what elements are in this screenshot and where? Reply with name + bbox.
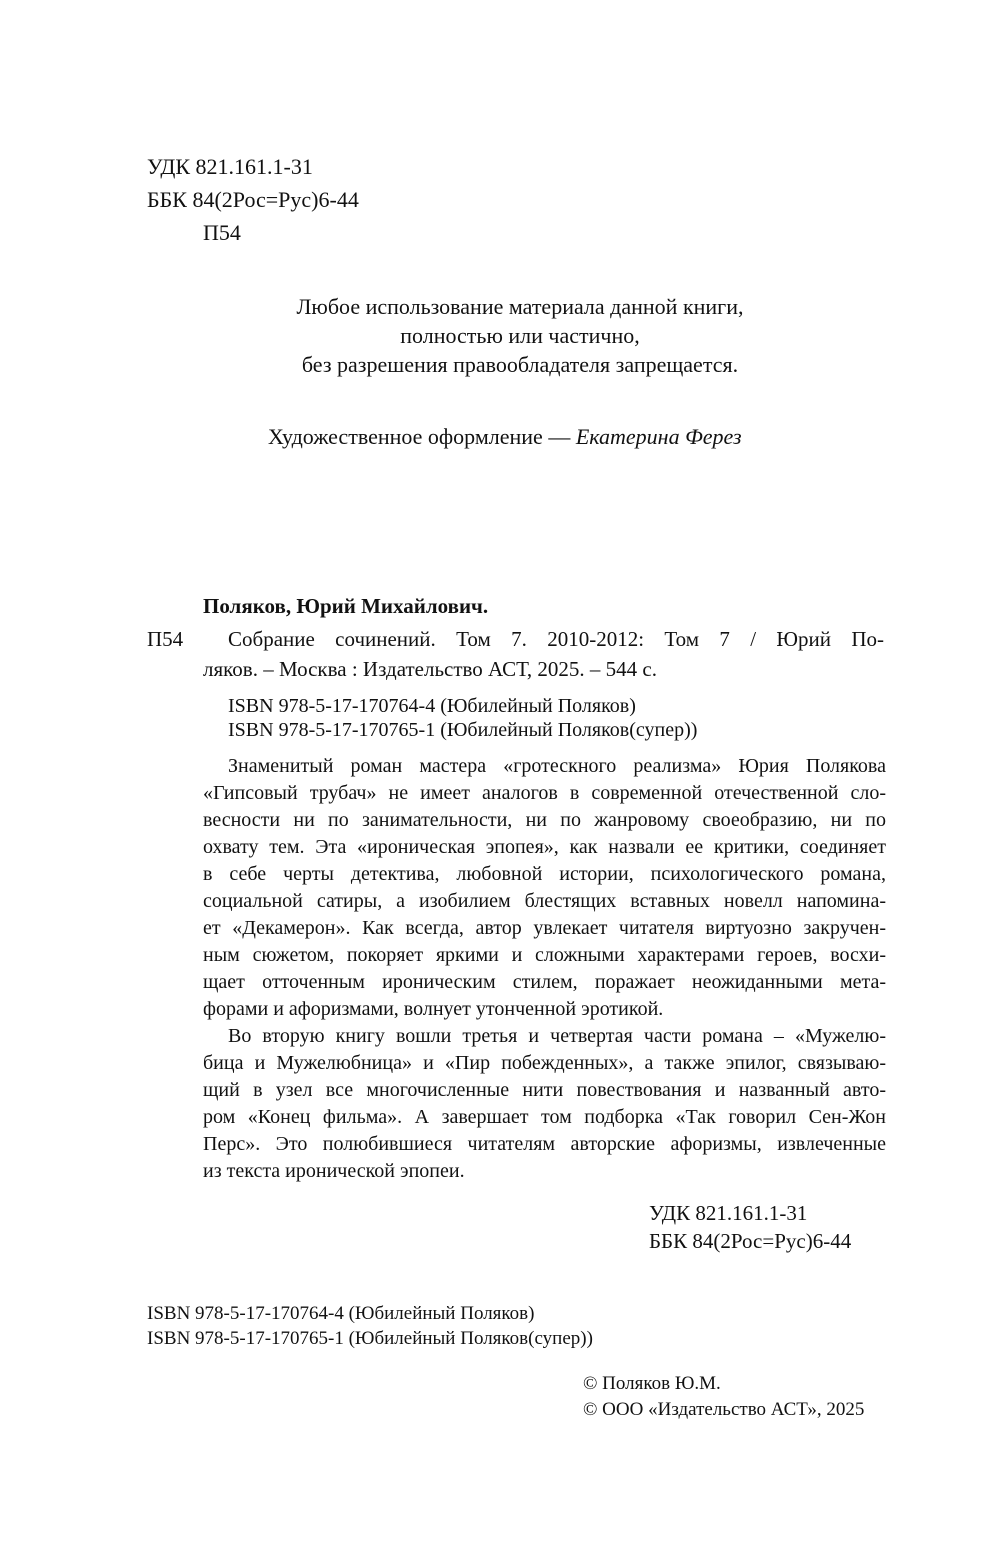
annotation-p2-line: бица и Мужелюбница» и «Пир побежденных», а также эпилог, связываю-: [203, 1052, 886, 1074]
copyright-notice-line-1: Любое использование материала данной книги,: [296, 294, 744, 319]
annotation-p2-line: Перс». Это полюбившиеся читателям авторские афоризмы, извлеченные: [203, 1133, 886, 1155]
catalog-isbn-1: ISBN 978-5-17-170764-4 (Юбилейный Поляков): [228, 695, 636, 717]
catalog-isbn-2: ISBN 978-5-17-170765-1 (Юбилейный Поляков(супер)): [228, 719, 698, 741]
annotation-p2-line: ром «Конец фильма». А завершает том подборка «Так говорил Сен-Жон: [203, 1106, 886, 1128]
footer-copyright-2: © ООО «Издательство АСТ», 2025: [583, 1399, 865, 1420]
catalog-title-text-1: Собрание сочинений. Том 7. 2010-2012: Том 7 / Юрий По-: [228, 627, 884, 651]
annotation-p1-line: весности ни по занимательности, ни по жанровому своеобразию, ни по: [203, 809, 886, 831]
annotation-paragraph-1: [203, 753, 886, 1023]
annotation-p1-line: социальной сатиры, а изобилием блестящих вставных новелл напомина-: [203, 890, 886, 912]
footer-isbn-2: ISBN 978-5-17-170765-1 (Юбилейный Поляков(супер)): [147, 1328, 593, 1349]
annotation-p1-line: Знаменитый роман мастера «гротескного реализма» Юрия Полякова: [228, 755, 886, 777]
copyright-notice-line-2: полностью или частично,: [400, 323, 640, 348]
annotation-p1-line: охвату тем. Эта «ироническая эпопея», как назвали ее критики, соединяет: [203, 836, 886, 858]
annotation-p1-line: «Гипсовый трубач» не имеет аналогов в современной отечественной сло-: [203, 782, 886, 804]
catalog-mark: П54: [147, 627, 184, 651]
footer-isbn-1: ISBN 978-5-17-170764-4 (Юбилейный Поляков): [147, 1303, 535, 1324]
catalog-udk: УДК 821.161.1-31: [649, 1201, 808, 1225]
annotation-p2-line: щий в узел все многочисленные нити повествования и названный авто-: [203, 1079, 886, 1101]
header-author-mark: П54: [203, 220, 241, 245]
catalog-author: Поляков, Юрий Михайлович.: [203, 594, 489, 618]
footer-copyright-1: © Поляков Ю.М.: [583, 1373, 721, 1394]
design-credit: [268, 422, 742, 452]
copyright-notice-line-3: без разрешения правообладателя запрещается.: [301, 352, 739, 377]
catalog-bbk: ББК 84(2Рос=Рус)6-44: [649, 1229, 852, 1253]
design-credit-label: Художественное оформление —: [268, 424, 576, 449]
header-udk: УДК 821.161.1-31: [147, 154, 313, 179]
catalog-title-line-1: [228, 626, 884, 653]
annotation-paragraph-2: [203, 1023, 886, 1185]
annotation-p1-line: щает отточенным ироническим стилем, поражает неожиданными мета-: [203, 971, 886, 993]
annotation-p1-line: ным сюжетом, покоряет яркими и сложными характерами героев, восхи-: [203, 944, 886, 966]
design-credit-artist: Екатерина Ферез: [575, 424, 742, 449]
annotation-p1-line: в себе черты детектива, любовной истории, психологического романа,: [203, 863, 886, 885]
annotation-p2-line-last: из текста иронической эпопеи.: [203, 1160, 465, 1182]
header-bbk: ББК 84(2Рос=Рус)6-44: [147, 187, 359, 212]
annotation-p2-line: Во вторую книгу вошли третья и четвертая части романа – «Мужелю-: [228, 1025, 886, 1047]
annotation-p1-line-last: форами и афоризмами, волнует утонченной эротикой.: [203, 998, 664, 1020]
catalog-title-line-2: ляков. – Москва : Издательство АСТ, 2025. – 544 с.: [203, 657, 657, 681]
annotation-p1-line: ет «Декамерон». Как всегда, автор увлекает читателя виртуозно закручен-: [203, 917, 886, 939]
